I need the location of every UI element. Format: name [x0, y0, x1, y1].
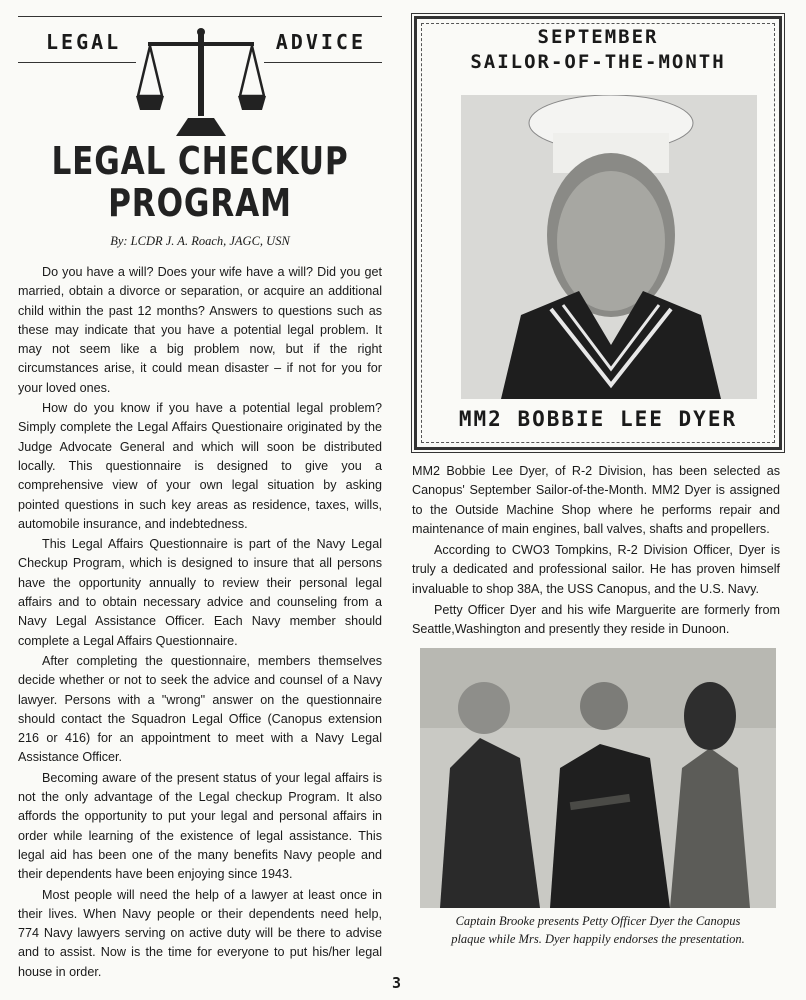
- sotm-title: [417, 25, 779, 75]
- page-number: 3: [392, 974, 402, 992]
- headline-line: LEGAL CHECKUP: [51, 139, 349, 183]
- paragraph: MM2 Bobbie Lee Dyer, of R-2 Division, has been selected as Canopus' September Sailor-of-the-Month. MM2 Dyer is assigned to the Outside Machine Shop where he performs repair and maintenance of main engines, ball valves, shafts and propellers.: [412, 464, 780, 536]
- header-rule: [18, 62, 136, 63]
- article-headline: [51, 140, 349, 224]
- byline: By: LCDR J. A. Roach, JAGC, USN: [110, 234, 290, 248]
- title-line: SEPTEMBER: [537, 26, 659, 48]
- kicker-legal: LEGAL: [46, 30, 122, 54]
- paragraph: After completing the questionnaire, members themselves decide whether or not to seek the advice and counsel of a Navy lawyer. Persons with a "wrong" answer on the questionnaire should contact the Squadron Legal Office (Canopus extension 216 or 416) for an appointment to meet with a Navy Legal Assistance Officer.: [18, 653, 382, 765]
- sotm-story: [410, 462, 786, 640]
- legal-advice-header: [18, 12, 382, 140]
- photo-caption: [410, 912, 786, 948]
- sailor-of-month-frame: [414, 16, 782, 450]
- sailor-of-month-column: [410, 12, 786, 948]
- kicker-advice: ADVICE: [275, 30, 366, 54]
- caption-line: plaque while Mrs. Dyer happily endorses the presentation.: [451, 931, 745, 946]
- paragraph: Petty Officer Dyer and his wife Marguerite are formerly from Seattle,Washington and presently they reside in Dunoon.: [412, 603, 780, 637]
- caption-line: Captain Brooke presents Petty Officer Dyer the Canopus: [455, 913, 741, 928]
- header-rule: [264, 62, 382, 63]
- paragraph: Becoming aware of the present status of your legal affairs is not the only advantage of the Legal checkup Program. It also affords the opportunity to put your legal and personal affairs in order while learning of the existence of legal assistance. This legal aid has been one of the many benefits Navy people and their dependents have been enjoying since 1943.: [18, 770, 382, 882]
- paragraph: Do you have a will? Does your wife have a will? Did you get married, obtain a divorce or separation, or acquire an additional child within the past 12 months? Answers to questions such as these may indicate that you have a potential legal problem. It may not seem like a big problem now, but if the right circumstances arise, it could mean disaster – if not for you for your loved ones.: [18, 265, 382, 395]
- presentation-photo: [420, 648, 776, 908]
- headline-line: PROGRAM: [108, 181, 292, 225]
- article-body: [18, 263, 382, 982]
- legal-advice-column: [18, 12, 382, 983]
- paragraph: Most people will need the help of a lawyer at least once in their lives. When Navy people or their dependents need help, 774 Navy lawyers serving on active duty will be there to advise and to assist. Now is the time for everyone to put his/her legal house in order.: [18, 887, 382, 979]
- scales-of-justice-icon: [136, 26, 266, 138]
- paragraph: This Legal Affairs Questionnaire is part of the Navy Legal Checkup Program, which is designed to insure that all persons have the opportunity annually to review their personal legal affairs and to obtain necessary advice and counseling from a Navy Legal Assistance Officer. Each Navy member should complete a Legal Affairs Questionnaire.: [18, 537, 382, 648]
- sailor-name: MM2 BOBBIE LEE DYER: [458, 407, 738, 431]
- paragraph: How do you know if you have a potential legal problem? Simply complete the Legal Affairs Questionaire originated by the Judge Advocate General and which will soon be distributed locally. This questionnaire is designed to give you a comprehensive view of your own legal situation by asking pointed questions in such key areas as residence, taxes, wills, automobile insurance, and indebtedness.: [18, 401, 382, 531]
- title-line: SAILOR-OF-THE-MONTH: [470, 51, 726, 73]
- paragraph: According to CWO3 Tompkins, R-2 Division Officer, Dyer is truly a dedicated and professional sailor. He has proven himself invaluable to shop 38A, the USS Canopus, and the U.S. Navy.: [412, 543, 780, 596]
- header-rule: [18, 16, 382, 17]
- sailor-portrait: [461, 95, 757, 399]
